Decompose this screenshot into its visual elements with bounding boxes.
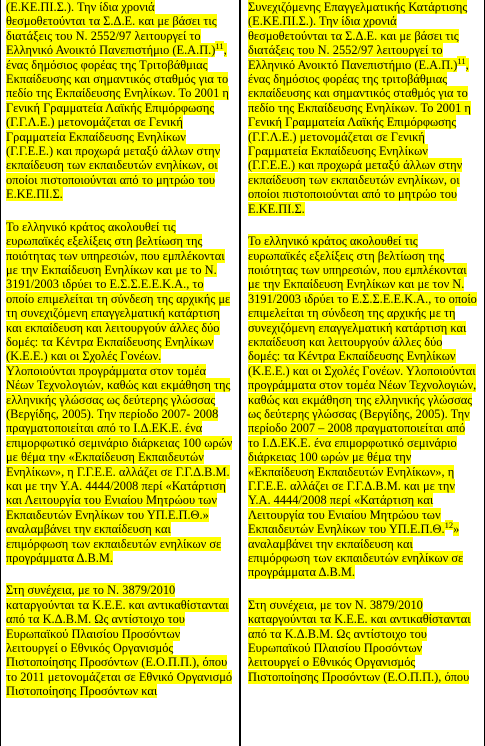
right-paragraph	[248, 0, 477, 216]
right-paragraph	[248, 234, 477, 580]
left-column-text	[0, 0, 239, 699]
highlighted-text: , ένας δημόσιος φορέας της τριτοβάθμιας εκπαίδευσης και σημαντικός σταθμός για το πεδίο της Εκπαίδευσης Ενηλίκων. Το 2001 η Γενική Γραμματεία Λαϊκής Επιμόρφωσης (Γ.Γ.Λ.Ε.) μετονομάζεται σε Γενική Γραμματεία Εκπαίδευσης Ενηλίκων (Γ.Γ.Ε.Ε.) και προχωρά μεταξύ άλλων στην εκπαίδευση των εκπαιδευτών ενηλίκων, οι οποίοι πιστοποιούνται από το μητρώο του Ε.ΚΕ.ΠΙ.Σ.	[248, 57, 471, 216]
left-column	[0, 0, 240, 746]
left-paragraph	[6, 583, 233, 698]
highlighted-text: Στη συνέχεια, με το Ν. 3879/2010 καταργούνται τα Κ.Ε.Ε. και αντικαθίστανται από τα Κ.Δ.Β.Μ. Ως αντίστοιχο του Ευρωπαϊκού Πλαισίου Προσόντων λειτουργεί ο Εθνικός Οργανισμός Πιστοποίησης Προσόντων (Ε.Ο.Π.Π.), όπου το 2011 μετονομάζεται σε Εθνικό Οργανισμό Πιστοποίησης Προσόντων και	[6, 583, 233, 699]
highlighted-text: , ένας δημόσιος φορέας της Τριτοβάθμιας Εκπαίδευσης και σημαντικός σταθμός για το πεδίο της Εκπαίδευσης Ενηλίκων. Το 2001 η Γενική Γραμματεία Λαϊκής Επιμόρφωσης (Γ.Γ.Λ.Ε.) μετονομάζεται σε Γενική Γραμματεία Εκπαίδευσης Ενηλίκων (Γ.Γ.Ε.Ε.) και προχωρά μεταξύ άλλων στην εκπαίδευση των εκπαιδευτών ενηλίκων, οι οποίοι πιστοποιούνται από το μητρώο του Ε.ΚΕ.ΠΙ.Σ.	[6, 43, 229, 202]
highlighted-text: » αναλαμβάνει την εκπαίδευση και επιμόρφωση των εκπαιδευτών ενηλίκων σε προγράμματα Δ.Β.Μ.	[248, 522, 464, 580]
right-column-text	[241, 0, 485, 684]
highlighted-text: Το ελληνικό κράτος ακολουθεί τις ευρωπαϊκές εξελίξεις στη βελτίωση της ποιότητας των υπηρεσιών, που εμπλέκονται με την Εκπαίδευση Ενηλίκων και με τον Ν. 3191/2003 ιδρύει το Ε.Σ.Σ.Ε.Ε.Κ.Α., το οποίο επιμελείται τη σύνδεση της αρχικής με τη συνεχιζόμενη επαγγελματική κατάρτιση και εκπαίδευση και λειτουργούν άλλες δύο δομές: τα Κέντρα Εκπαίδευσης Ενηλίκων (Κ.Ε.Ε.) και οι Σχολές Γονέων. Υλοποιούνται προγράμματα στον τομέα Νέων Τεχνολογιών, καθώς και εκμάθηση της ελληνικής γλώσσας ως δεύτερης γλώσσας (Βεργίδης, 2005). Την περίοδο 2007 – 2008 πραγματοποιείται από το Ι.Δ.ΕΚ.Ε. ένα επιμορφωτικό σεμινάριο διάρκειας 100 ωρών με θέμα την «Εκπαίδευση Εκπαιδευτών Ενηλίκων», η Γ.Γ.Ε.Ε. αλλάζει σε Γ.Γ.Δ.Β.Μ. και με την Υ.Α. 4444/2008 περί «Κατάρτιση και Λειτουργία του Ενιαίου Μητρώου των Εκπαιδευτών Ενηλίκων του ΥΠ.Ε.Π.Θ.	[248, 234, 477, 537]
footnote-marker: 11	[215, 41, 224, 52]
highlighted-text: Συνεχιζόμενης Επαγγελματικής Κατάρτισης (Ε.ΚΕ.ΠΙ.Σ.). Την ίδια χρονιά θεσμοθετούνται τα Σ.Δ.Ε. και με βάσει τις διατάξεις του Ν. 2552/97 λειτουργεί το Ελληνικό Ανοικτό Πανεπιστήμιο (Ε.Α.Π.)	[248, 0, 468, 72]
highlighted-text: (Ε.ΚΕ.ΠΙ.Σ.). Την ίδια χρονιά θεσμοθετούνται τα Σ.Δ.Ε. και με βάσει τις διατάξεις του Ν. 2552/97 λειτουργεί το Ελληνικό Ανοικτό Πανεπιστήμιο (Ε.Α.Π.)	[6, 0, 217, 58]
right-column	[240, 0, 485, 746]
highlighted-text: Το ελληνικό κράτος ακολουθεί τις ευρωπαϊκές εξελίξεις στη βελτίωση της ποιότητας των υπηρεσιών, που εμπλέκονται με την Εκπαίδευση Ενηλίκων και με το Ν. 3191/2003 ιδρύει το Ε.Σ.Σ.Ε.Ε.Κ.Α., το οποίο επιμελείται τη σύνδεση της αρχικής με τη συνεχιζόμενη επαγγελματική κατάρτιση και εκπαίδευση και λειτουργούν άλλες δύο δομές: τα Κέντρα Εκπαίδευσης Ενηλίκων (Κ.Ε.Ε.) και οι Σχολές Γονέων. Υλοποιούνται προγράμματα στον τομέα Νέων Τεχνολογιών, καθώς και εκμάθηση της ελληνικής γλώσσας ως δεύτερης γλώσσας (Βεργίδης, 2005). Την περίοδο 2007- 2008 πραγματοποιείται από το Ι.Δ.ΕΚ.Ε. ένα επιμορφωτικό σεμινάριο διάρκειας 100 ωρών με θέμα την «Εκπαίδευση Εκπαιδευτών Ενηλίκων», η Γ.Γ.Ε.Ε. αλλάζει σε Γ.Γ.Δ.Β.Μ. και με την Υ.Α. 4444/2008 περί «Κατάρτιση και Λειτουργία του Ενιαίου Μητρώου των Εκπαιδευτών Ενηλίκων του ΥΠ.Ε.Π.Θ.» αναλαμβάνει την εκπαίδευση και επιμόρφωση των εκπαιδευτών ενηλίκων σε προγράμματα Δ.Β.Μ.	[6, 219, 233, 566]
right-paragraph	[248, 598, 477, 684]
highlighted-text: Στη συνέχεια, με τον Ν. 3879/2010 καταργούνται τα Κ.Ε.Ε. και αντικαθίστανται από τα Κ.Δ.Β.Μ. Ως αντίστοιχο του Ευρωπαϊκού Πλαισίου Προσόντων λειτουργεί ο Εθνικός Οργανισμός Πιστοποίησης Προσόντων (Ε.Ο.Π.Π.), όπου	[248, 597, 471, 684]
footnote-marker: 12	[444, 520, 454, 531]
footnote-marker: 11	[457, 55, 466, 66]
left-paragraph	[6, 0, 233, 202]
left-paragraph	[6, 220, 233, 566]
